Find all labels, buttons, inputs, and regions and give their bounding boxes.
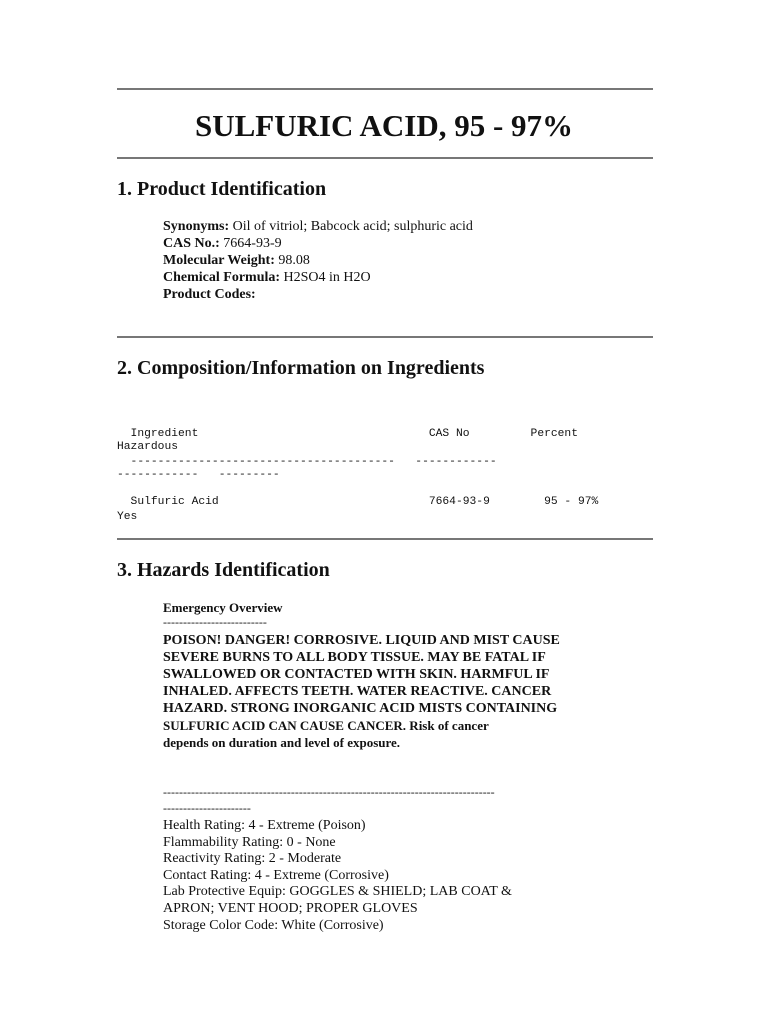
composition-line: Hazardous [117, 441, 179, 453]
divider [117, 88, 653, 90]
composition-line: Sulfuric Acid 7664-93-9 95 - 97% [117, 496, 599, 508]
lab-protective-equip-cont: APRON; VENT HOOD; PROPER GLOVES [163, 900, 418, 916]
cas-row: CAS No.: 7664-93-9 [163, 236, 282, 251]
overview-line: SWALLOWED OR CONTACTED WITH SKIN. HARMFUL IF [163, 667, 550, 682]
composition-line: Yes [117, 511, 138, 523]
section-heading-composition: 2. Composition/Information on Ingredients [117, 357, 485, 379]
overview-line: HAZARD. STRONG INORGANIC ACID MISTS CONTAINING [163, 701, 558, 716]
storage-color-code: Storage Color Code: White (Corrosive) [163, 917, 384, 933]
section-heading-hazards: 3. Hazards Identification [117, 559, 330, 581]
emergency-overview-text [163, 632, 560, 751]
chemical-formula-row: Chemical Formula: H2SO4 in H2O [163, 270, 371, 285]
lab-protective-equip: Lab Protective Equip: GOGGLES & SHIELD; LAB COAT & [163, 884, 512, 900]
composition-line: ------------ --------- [117, 469, 280, 481]
ratings-list [163, 818, 512, 934]
contact-rating: Contact Rating: 4 - Extreme (Corrosive) [163, 867, 389, 883]
divider [117, 538, 653, 540]
molecular-weight-row: Molecular Weight: 98.08 [163, 253, 310, 268]
emergency-overview-label: Emergency Overview [163, 600, 283, 615]
overview-line: depends on duration and level of exposure. [163, 735, 401, 750]
divider [117, 157, 653, 159]
flammability-rating: Flammability Rating: 0 - None [163, 834, 336, 850]
product-info [163, 218, 473, 303]
section-heading-product-identification: 1. Product Identification [117, 178, 327, 200]
composition-line: Ingredient CAS No Percent [117, 428, 578, 440]
divider [117, 336, 653, 338]
overview-dashes: -------------------------- [163, 615, 267, 629]
dash-line: ----------------------------------------------------------------------------------- [163, 785, 495, 799]
reactivity-rating: Reactivity Rating: 2 - Moderate [163, 851, 342, 867]
synonyms-row: Synonyms: Oil of vitriol; Babcock acid; sulphuric acid [163, 219, 473, 234]
dash-line: ---------------------- [163, 801, 251, 815]
overview-line: INHALED. AFFECTS TEETH. WATER REACTIVE. CANCER [163, 684, 552, 699]
overview-line: POISON! DANGER! CORROSIVE. LIQUID AND MIST CAUSE [163, 633, 560, 648]
composition-line: --------------------------------------- ------------ [117, 456, 497, 468]
overview-line: SEVERE BURNS TO ALL BODY TISSUE. MAY BE FATAL IF [163, 650, 546, 665]
health-rating: Health Rating: 4 - Extreme (Poison) [163, 818, 366, 833]
overview-line: SULFURIC ACID CAN CAUSE CANCER. Risk of cancer [163, 718, 489, 733]
document-title: SULFURIC ACID, 95 - 97% [194, 108, 574, 143]
product-codes-row: Product Codes: [163, 287, 256, 302]
